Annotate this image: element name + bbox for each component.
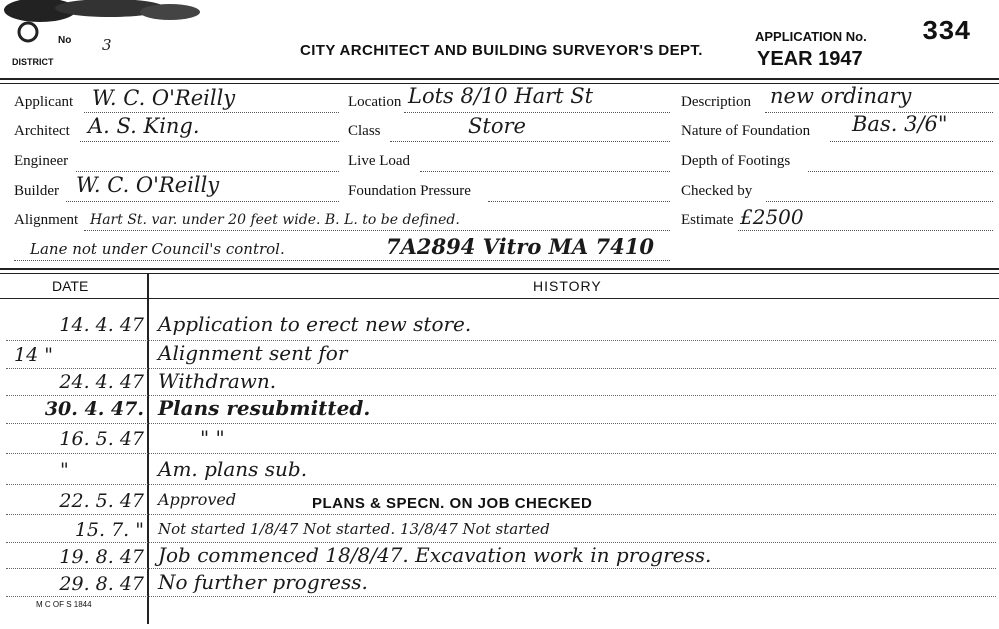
foundation-line [830,141,993,142]
application-no-label: APPLICATION No. [755,29,867,44]
row-history: Plans resubmitted. [158,396,371,420]
row-line [6,514,996,515]
builder-value: W. C. O'Reilly [76,173,220,197]
depth-line [808,171,993,172]
row-line [6,568,996,569]
column-divider [147,274,149,624]
estimate-label: Estimate [681,212,734,228]
row-line [6,453,996,454]
pressure-line [488,201,670,202]
class-label: Class [348,123,381,139]
form-code: M C OF S 1844 [36,600,92,609]
row-date: 24. 4. 47 [59,371,144,393]
liveload-line [420,171,670,172]
location-label: Location [348,94,402,110]
no-label: No [58,35,72,46]
row-date: 16. 5. 47 [59,428,144,450]
lane-note: Lane not under Council's control. [30,240,285,258]
row-date: 30. 4. 47. [44,398,144,420]
table-rule-top [0,268,999,270]
depth-label: Depth of Footings [681,153,791,169]
notes-line [14,260,670,261]
row-history: " " [200,426,225,450]
checked-label: Checked by [681,183,753,199]
alignment-line [84,230,670,231]
architect-line [80,141,339,142]
date-header: DATE [52,278,89,294]
row-history: Approved [158,490,237,509]
row-history: Application to erect new store. [158,312,472,336]
applicant-label: Applicant [14,94,74,110]
engineer-line [76,171,339,172]
engineer-label: Engineer [14,153,69,169]
ink-smudge [0,0,230,45]
liveload-label: Live Load [348,153,411,169]
row-date: 29. 8. 47 [59,573,144,595]
description-label: Description [681,94,751,110]
class-value: Store [468,114,526,138]
architect-value: A. S. King. [88,114,200,138]
class-line [390,141,670,142]
row-line [6,423,996,424]
row-line [6,368,996,369]
row-date: 15. 7. " [74,519,144,541]
location-value: Lots 8/10 Hart St [408,84,594,108]
row-history: Job commenced 18/8/47. Excavation work in progress. [158,543,712,567]
applicant-value: W. C. O'Reilly [92,86,236,110]
row-history: No further progress. [158,570,368,594]
row-history: Alignment sent for [158,341,348,365]
row-line [6,395,996,396]
estimate-line [738,230,993,231]
foundation-value: Bas. 3/6" [852,112,948,136]
row-history: Am. plans sub. [158,457,308,481]
builder-line [66,201,339,202]
pressure-label: Foundation Pressure [348,183,471,199]
row-date: " [60,459,69,481]
table-rule-bottom [0,273,999,274]
description-value: new ordinary [770,84,912,108]
header-underline [0,298,999,299]
row-line [6,340,996,341]
checked-stamp: PLANS & SPECN. ON JOB CHECKED [312,495,593,512]
row-date: 22. 5. 47 [59,490,144,512]
row-history: Withdrawn. [158,369,277,393]
application-no-value: 334 [922,18,971,48]
foundation-label: Nature of Foundation [681,123,811,139]
alignment-value: Hart St. var. under 20 feet wide. B. L. to be defined. [90,212,460,228]
history-header: HISTORY [533,278,602,294]
row-history: Not started 1/8/47 Not started. 13/8/47 Not started [158,520,550,538]
location-line [404,112,670,113]
row-line [6,596,996,597]
district-number: 3 [102,36,112,54]
row-date: 14. 4. 47 [59,314,144,336]
row-line [6,484,996,485]
row-date: 14 " [14,344,53,366]
year-label: YEAR 1947 [757,48,863,70]
dept-title: CITY ARCHITECT AND BUILDING SURVEYOR'S DEPT. [300,42,703,59]
estimate-value: £2500 [740,205,804,229]
builder-label: Builder [14,183,59,199]
header-rule-top [0,78,999,80]
architect-label: Architect [14,123,70,139]
alignment-label: Alignment [14,212,79,228]
applicant-line [84,112,339,113]
district-label: DISTRICT [12,57,54,67]
checked-line [766,201,993,202]
ref-note: 7A2894 Vitro MA 7410 [386,234,654,259]
row-date: 19. 8. 47 [59,546,144,568]
